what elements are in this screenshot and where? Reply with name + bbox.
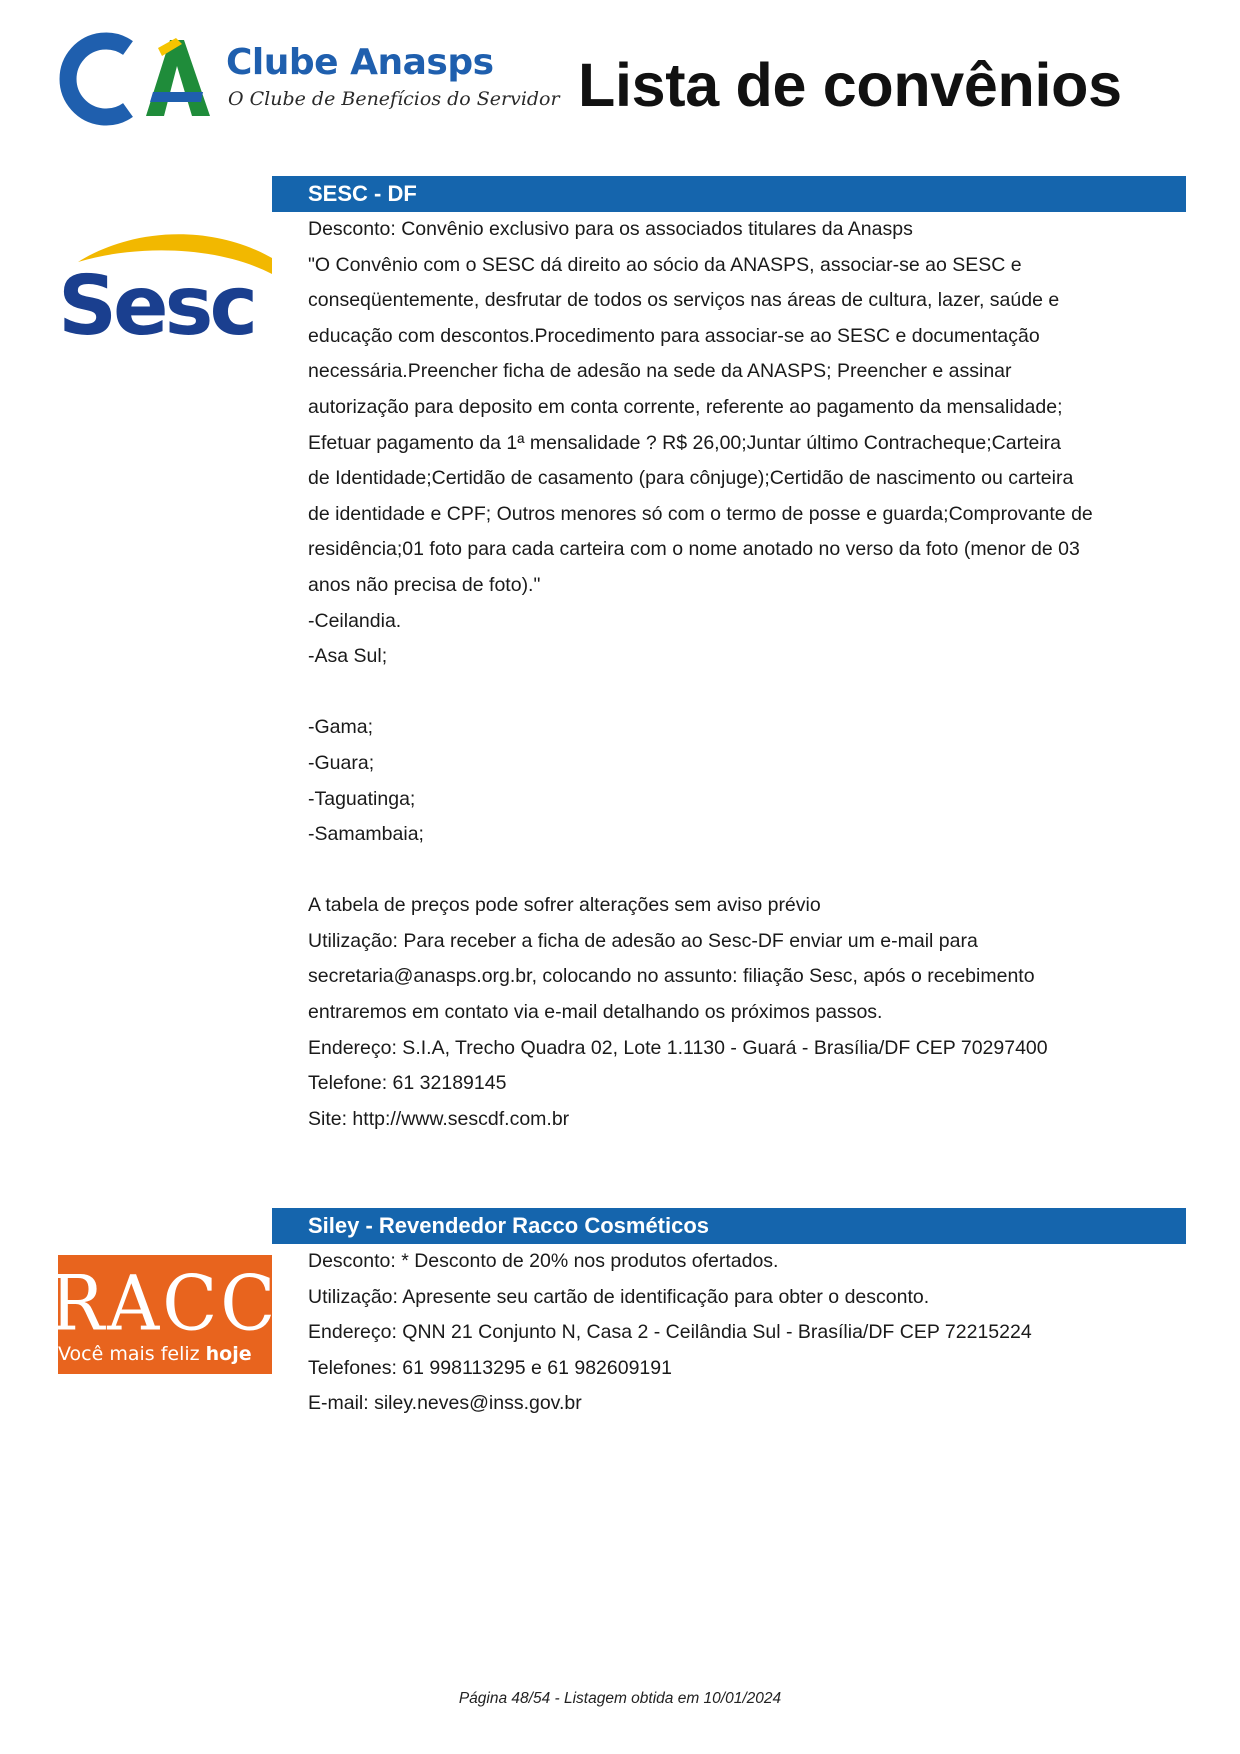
racco-slogan-regular: Você mais feliz — [58, 1343, 200, 1365]
entry-line: Desconto: Convênio exclusivo para os associados titulares da Anasps — [308, 218, 913, 240]
entry-line: Utilização: Para receber a ficha de adesão ao Sesc-DF enviar um e-mail para — [308, 929, 978, 952]
entry-line: Telefone: 61 32189145 — [308, 1072, 507, 1095]
entry-line: "O Convênio com o SESC dá direito ao sócio da ANASPS, associar-se ao SESC e — [308, 253, 1022, 276]
logo-brand-name: Clube Anasps — [226, 42, 494, 83]
entry-line: secretaria@anasps.org.br, colocando no assunto: filiação Sesc, após o recebimento — [308, 965, 1035, 988]
entry-line: autorização para deposito em conta corrente, referente ao pagamento da mensalidade; — [308, 395, 1063, 418]
racco-logo-word: RACCO — [50, 1258, 341, 1348]
entry-line: Desconto: * Desconto de 20% nos produtos ofertados. — [308, 1250, 779, 1272]
ca-monogram-icon — [58, 32, 218, 122]
entry-line: conseqüentemente, desfrutar de todos os serviços nas áreas de cultura, lazer, saúde e — [308, 289, 1060, 312]
entry-line: Efetuar pagamento da 1ª mensalidade ? R$ 26,00;Juntar último Contracheque;Carteira — [308, 431, 1062, 454]
entry-line: Site: http://www.sescdf.com.br — [308, 1107, 570, 1130]
entry-line: Endereço: QNN 21 Conjunto N, Casa 2 - Ceilândia Sul - Brasília/DF CEP 72215224 — [308, 1321, 1032, 1344]
entry-line: -Guara; — [308, 751, 375, 774]
entry-line: de identidade e CPF; Outros menores só com o termo de posse e guarda;Comprovante de — [308, 502, 1093, 525]
logo-tagline: O Clube de Benefícios do Servidor — [228, 88, 560, 110]
entry-line: -Asa Sul; — [308, 645, 388, 668]
entry-line: Utilização: Apresente seu cartão de identificação para obter o desconto. — [308, 1285, 930, 1308]
entry-line: entraremos em contato via e-mail detalhando os próximos passos. — [308, 1001, 883, 1024]
entry-line: -Taguatinga; — [308, 787, 416, 810]
entry-line: Endereço: S.I.A, Trecho Quadra 02, Lote 1.1130 - Guará - Brasília/DF CEP 70297400 — [308, 1036, 1048, 1059]
racco-slogan-bold: hoje — [205, 1343, 252, 1365]
entry-line: de Identidade;Certidão de casamento (para cônjuge);Certidão de nascimento ou carteira — [308, 467, 1074, 490]
entry-line — [308, 675, 1188, 711]
entry-line: educação com descontos.Procedimento para associar-se ao SESC e documentação — [308, 324, 1040, 347]
section-header-sesc: SESC - DF — [272, 176, 1186, 212]
racco-logo-slogan — [58, 1343, 252, 1365]
entry-body-siley — [308, 1244, 1188, 1422]
entry-line: necessária.Preencher ficha de adesão na sede da ANASPS; Preencher e assinar — [308, 360, 1012, 383]
entry-line: -Gama; — [308, 716, 374, 739]
section-header-siley: Siley - Revendedor Racco Cosméticos — [272, 1208, 1186, 1244]
sesc-logo-text: Sesc — [58, 259, 255, 354]
entry-line: A tabela de preços pode sofrer alterações sem aviso prévio — [308, 894, 821, 917]
page-footer: Página 48/54 - Listagem obtida em 10/01/2024 — [458, 1690, 782, 1707]
entry-line: E-mail: siley.neves@inss.gov.br — [308, 1392, 582, 1415]
entry-line: Telefones: 61 998113295 e 61 982609191 — [308, 1356, 672, 1379]
sesc-logo-icon — [58, 228, 272, 354]
entry-line: anos não precisa de foto)." — [308, 573, 541, 596]
entry-line: -Samambaia; — [308, 823, 424, 846]
page-title: Lista de convênios — [578, 51, 1122, 119]
clube-anasps-logo — [58, 32, 560, 122]
entry-line: residência;01 foto para cada carteira com o nome anotado no verso da foto (menor de 03 — [308, 538, 1080, 561]
racco-logo — [50, 1255, 341, 1374]
entry-body-sesc — [308, 212, 1188, 1137]
entry-line — [308, 853, 1188, 889]
entry-line: -Ceilandia. — [308, 609, 402, 632]
